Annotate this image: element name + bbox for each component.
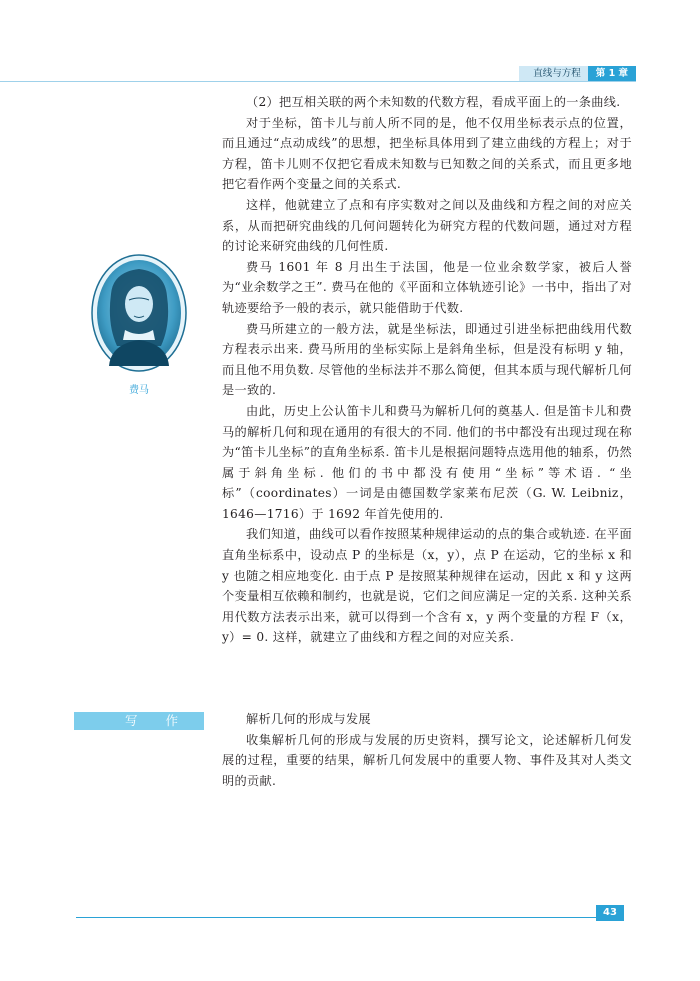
header-chapter-label: 第 1 章 <box>588 66 636 81</box>
paragraph: 费马 1601 年 8 月出生于法国，他是一位业余数学家，被后人誉为“业余数学之王”. 费马在他的《平面和立体轨迹引论》一书中，指出了对轨迹要给予一般的表示，就只能借助于代数. <box>222 259 632 315</box>
paragraph: 费马所建立的一般方法，就是坐标法，即通过引进坐标把曲线用代数方程表示出来. 费马所用的坐标实际上是斜角坐标，但是没有标明 y 轴，而且他不用负数. 尽管他的坐标法并不那么简便，但其本质与现代解析几何是一致的. <box>222 321 632 398</box>
main-text <box>222 92 632 648</box>
paragraph: 我们知道，曲线可以看作按照某种规律运动的点的集合或轨迹. 在平面直角坐标系中，设动点 P 的坐标是（x，y），点 P 在运动，它的坐标 x 和 y 也随之相应地变化. 由于点 P 是按照某种规律在运动，因此 x 和 y 这两个变量相互依赖和制约，也就是说，它们之间应满足一定的关系. 这种关系用代数方法表示出来，就可以得到一个含有 x，y 两个变量的方程 F（x，y）= 0. 这样，就建立了曲线和方程之间的对应关系. <box>222 527 632 645</box>
footer-rule <box>76 917 596 918</box>
writing-section-label: 写 作 <box>74 712 204 730</box>
page-number: 43 <box>596 905 624 921</box>
header-rule <box>0 81 636 82</box>
chapter-header <box>519 66 636 81</box>
writing-body: 收集解析几何的形成与发展的历史资料，撰写论文，论述解析几何发展的过程，重要的结果，解析几何发展中的重要人物、事件及其对人类文明的贡献. <box>222 732 632 788</box>
paragraph: 这样，他就建立了点和有序实数对之间以及曲线和方程之间的对应关系，从而把研究曲线的几何问题转化为研究方程的代数问题，通过对方程的讨论来研究曲线的几何性质. <box>222 197 632 254</box>
writing-section <box>222 709 632 791</box>
paragraph: 对于坐标，笛卡儿与前人所不同的是，他不仅用坐标表示点的位置，而且通过“点动成线”的思想，把坐标具体用到了建立曲线的方程上；对于方程，笛卡儿则不仅把它看成未知数与已知数之间的关系式，而且更多地把它看作两个变量之间的关系式. <box>222 115 632 192</box>
paragraph: （2）把互相关联的两个未知数的代数方程，看成平面上的一条曲线. <box>246 95 621 109</box>
paragraph: 由此，历史上公认笛卡儿和费马为解析几何的奠基人. 但是笛卡儿和费马的解析几何和现在通用的有很大的不同. 他们的书中都没有出现过现在称为“笛卡儿坐标”的直角坐标系. 笛卡儿是根据问题特点选用他的轴系，仍然属于斜角坐标. 他们的书中都没有使用“坐标”等术语. “坐标”（coordinates）一词是由德国数学家莱布尼茨（G. W. Leibniz，1646—1716）于 1692 年首先使用的. <box>222 403 632 521</box>
portrait-caption: 费马 <box>129 385 149 396</box>
fermat-portrait <box>91 254 187 372</box>
header-section-title: 直线与方程 <box>519 66 588 81</box>
writing-title: 解析几何的形成与发展 <box>246 712 371 726</box>
